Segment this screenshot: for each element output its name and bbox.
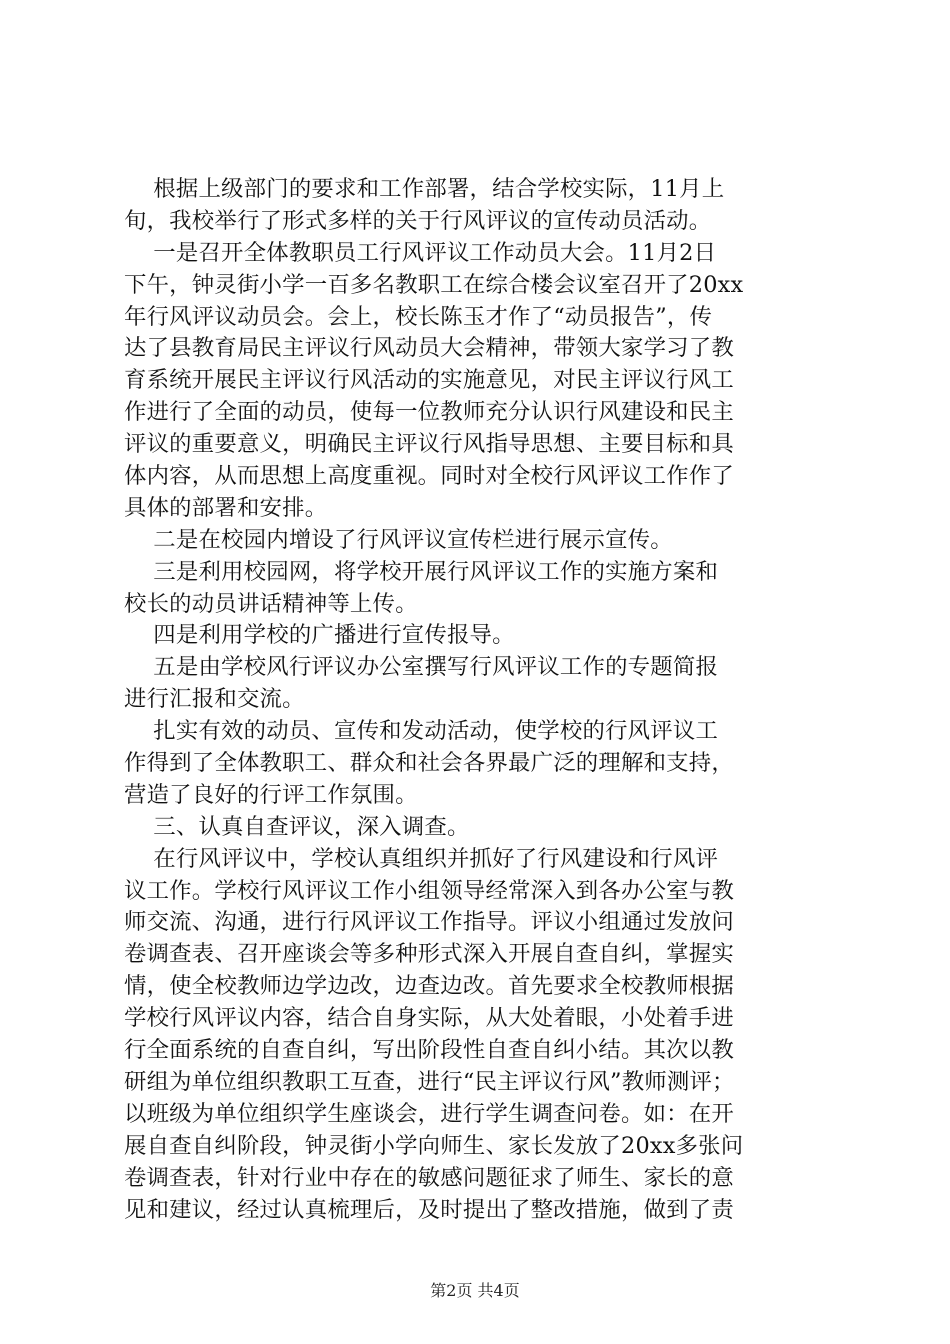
page-footer: 第2页 共4页: [430, 1281, 520, 1300]
text-line: 进行汇报和交流。: [124, 686, 305, 713]
text-line: 达了县教育局民主评议行风动员大会精神，带领大家学习了教: [124, 335, 734, 362]
text-line: 卷调查表，针对行业中存在的敏感问题征求了师生、家长的意: [124, 1164, 734, 1191]
text-line: 扎实有效的动员、宣传和发动活动，使学校的行风评议工: [124, 718, 719, 745]
text-line: 旬，我校举行了形式多样的关于行风评议的宣传动员活动。: [124, 207, 712, 234]
text-line: 师交流、沟通，进行行风评议工作指导。评议小组通过发放问: [124, 909, 734, 936]
text-line: 三是利用校园网，将学校开展行风评议工作的实施方案和: [124, 558, 719, 585]
text-line: 以班级为单位组织学生座谈会，进行学生调查问卷。如：在开: [124, 1100, 734, 1127]
text-line: 年行风评议动员会。会上，校长陈玉才作了“动员报告”，传: [124, 303, 713, 330]
text-line: 具体的部署和安排。: [124, 494, 328, 521]
text-line: 下午，钟灵街小学一百多名教职工在综合楼会议室召开了20xx: [124, 271, 744, 298]
text-line: 营造了良好的行评工作氛围。: [124, 781, 418, 808]
text-line: 评议的重要意义，明确民主评议行风指导思想、主要目标和具: [124, 431, 734, 458]
text-line: 育系统开展民主评议行风活动的实施意见，对民主评议行风工: [124, 367, 734, 394]
text-line: 体内容，从而思想上高度重视。同时对全校行风评议工作作了: [124, 463, 734, 490]
text-line: 作进行了全面的动员，使每一位教师充分认识行风建设和民主: [124, 399, 734, 426]
text-line: 行全面系统的自查自纠，写出阶段性自查自纠小结。其次以教: [124, 1037, 734, 1064]
text-line: 情，使全校教师边学边改，边查边改。首先要求全校教师根据: [124, 973, 734, 1000]
text-line: 根据上级部门的要求和工作部署，结合学校实际，11月上: [124, 176, 725, 202]
text-line: 研组为单位组织教职工互查，进行“民主评议行风”教师测评；: [124, 1068, 735, 1095]
text-line: 议工作。学校行风评议工作小组领导经常深入到各办公室与教: [124, 877, 734, 904]
document-body: [124, 174, 832, 1226]
text-line: 展自查自纠阶段，钟灵街小学向师生、家长发放了20xx多张问: [124, 1132, 744, 1159]
text-line: 五是由学校风行评议办公室撰写行风评议工作的专题简报: [124, 654, 719, 681]
text-line: 四是利用学校的广播进行宣传报导。: [124, 622, 515, 649]
text-line: 校长的动员讲话精神等上传。: [124, 590, 418, 617]
text-line: 在行风评议中，学校认真组织并抓好了行风建设和行风评: [124, 845, 719, 872]
text-line: 学校行风评议内容，结合自身实际，从大处着眼，小处着手进: [124, 1005, 734, 1032]
text-line: 一是召开全体教职员工行风评议工作动员大会。11月2日: [124, 239, 717, 266]
text-line: 卷调查表、召开座谈会等多种形式深入开展自查自纠，掌握实: [124, 941, 734, 968]
text-line: 二是在校园内增设了行风评议宣传栏进行展示宣传。: [124, 526, 673, 553]
text-line: 三、认真自查评议，深入调查。: [124, 813, 470, 840]
text-line: 见和建议，经过认真梳理后，及时提出了整改措施，做到了责: [124, 1196, 734, 1223]
text-line: 作得到了全体教职工、群众和社会各界最广泛的理解和支持，: [124, 750, 734, 777]
